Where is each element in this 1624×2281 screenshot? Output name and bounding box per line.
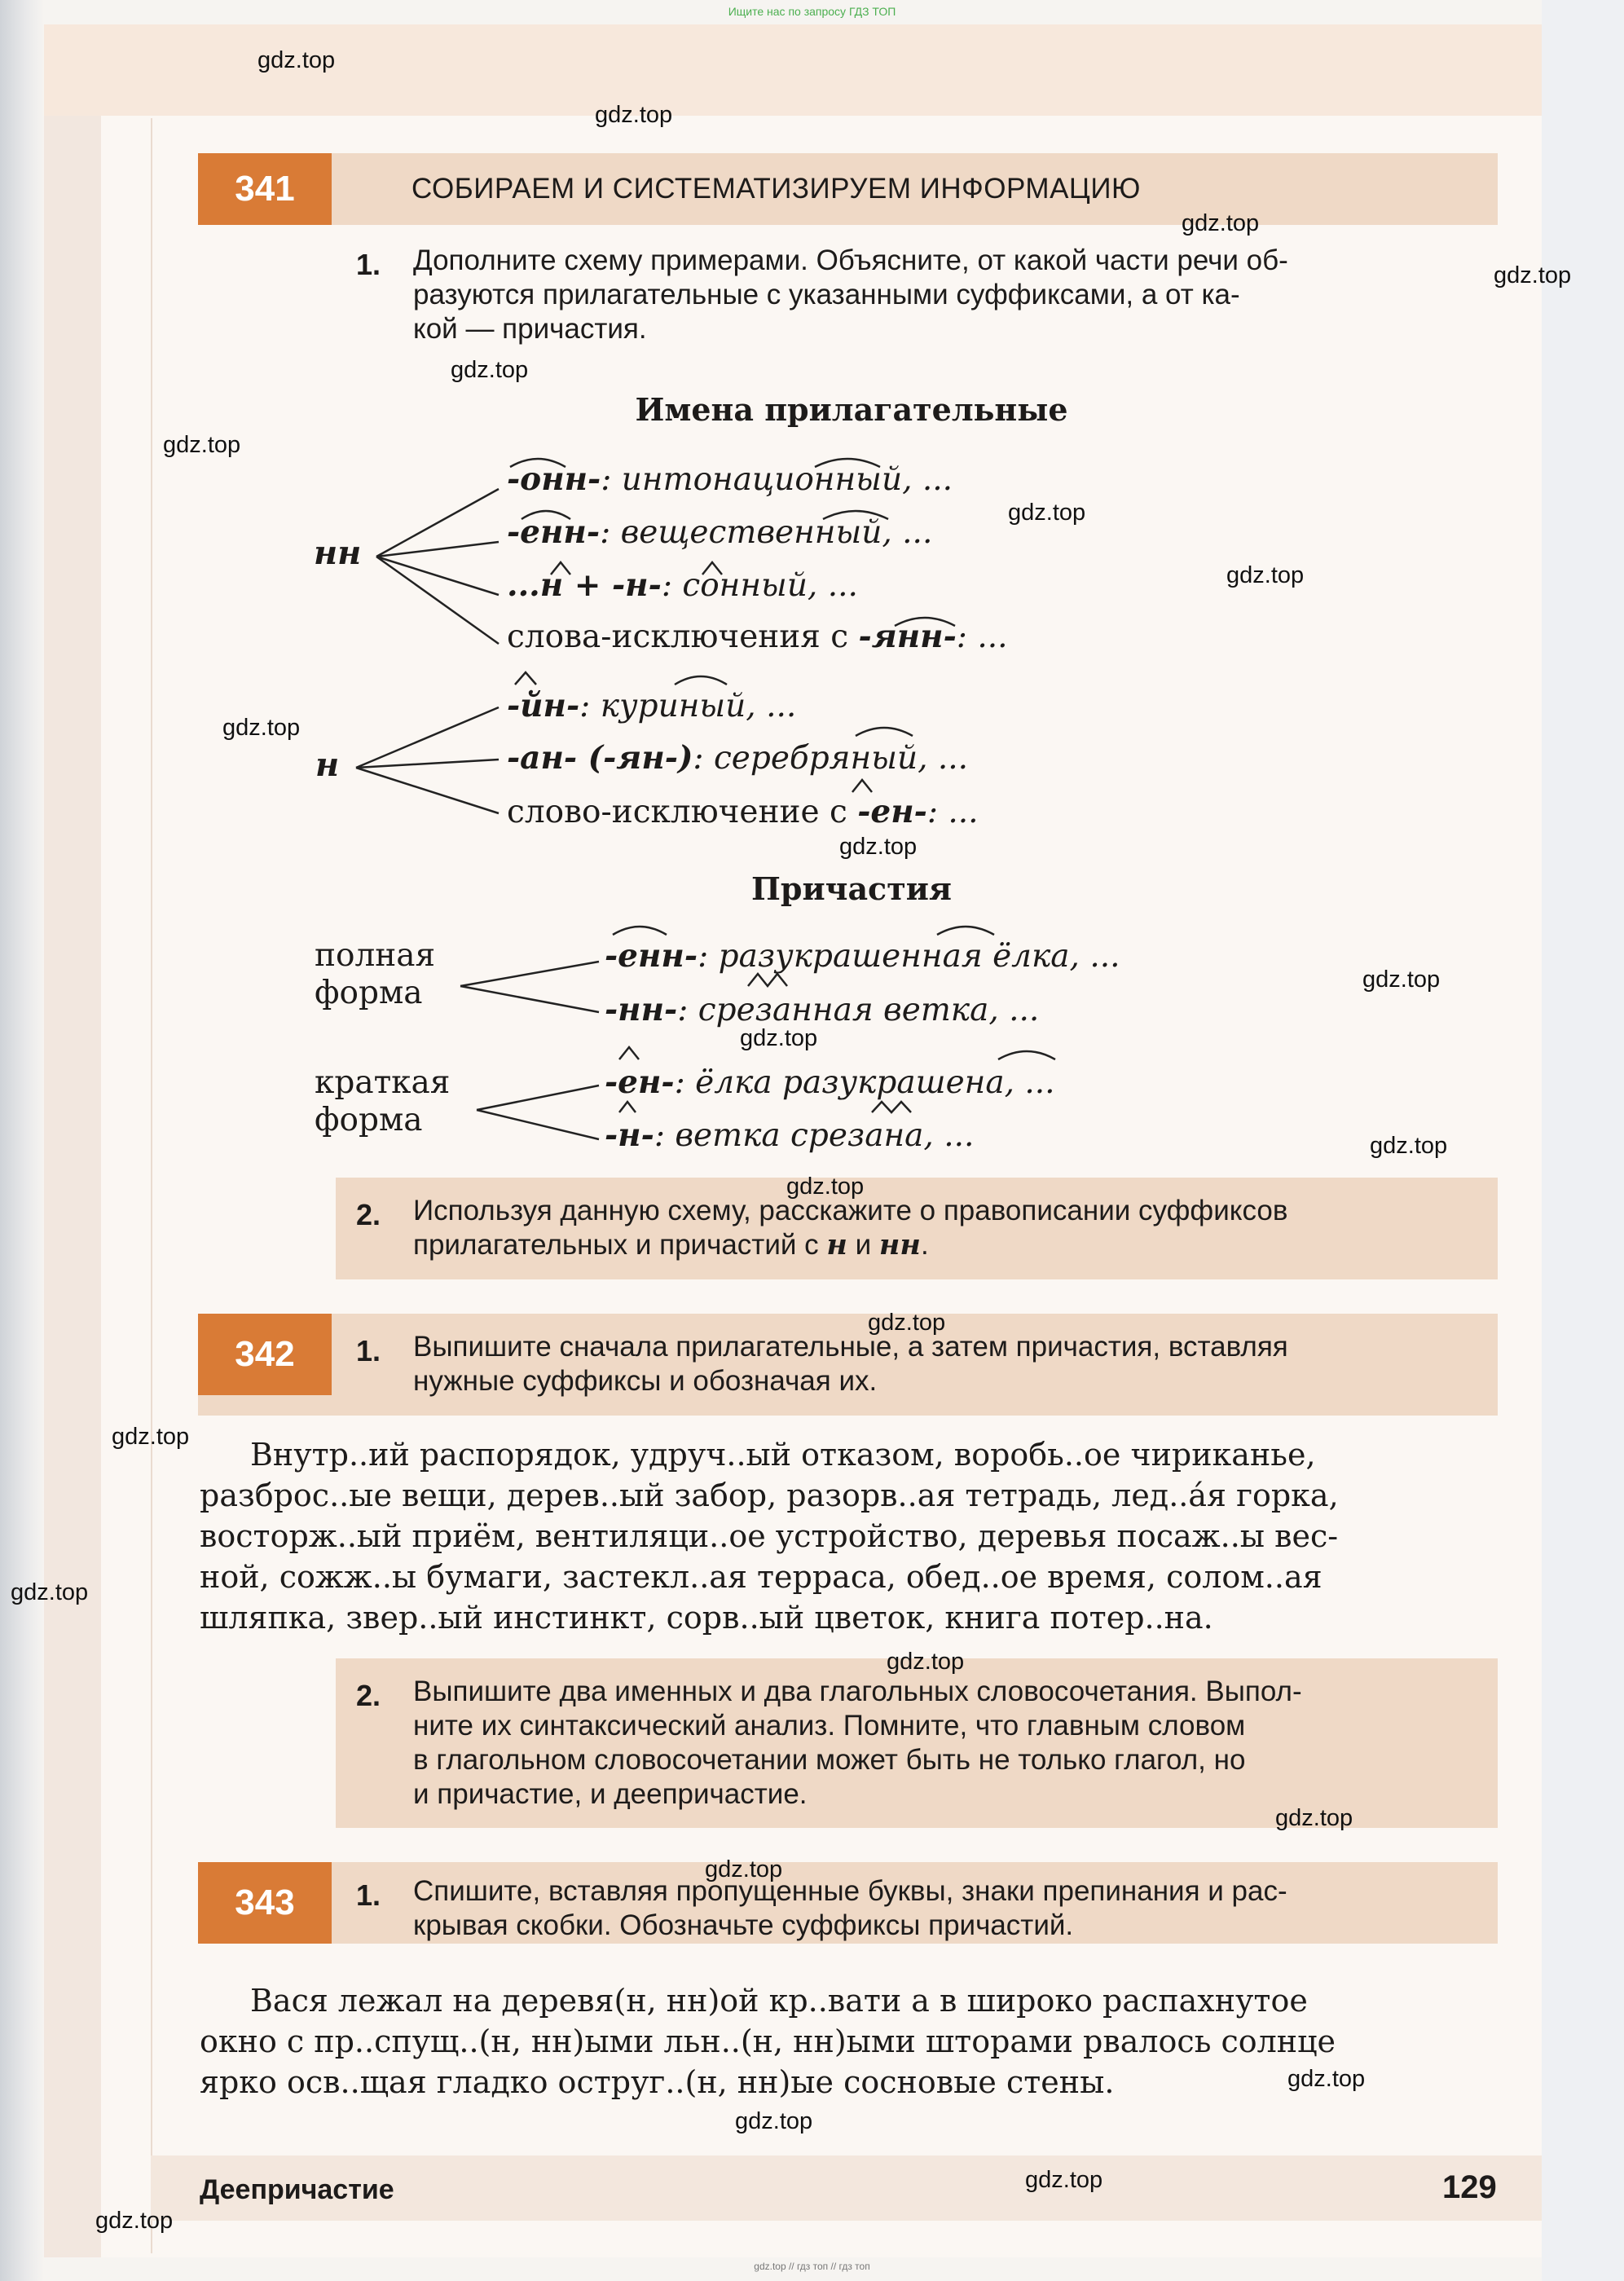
suffix: -енн-: [605, 937, 698, 975]
watermark: gdz.top: [786, 1174, 865, 1200]
text-line: в глагольном словосочетании может быть не только глагол, но: [413, 1744, 1246, 1776]
text-line: Используя данную схему, расскажите о правописании суффиксов: [413, 1195, 1288, 1226]
nn-item-3: [507, 566, 858, 604]
text-line: разброс..ые вещи, дерев..ый забор, разорв..ая тетрадь, лед..а́я горка,: [200, 1477, 1339, 1513]
suffix: -янн-: [858, 618, 957, 655]
watermark: gdz.top: [705, 1856, 783, 1882]
ex341-number: 341: [198, 153, 332, 225]
header-note: Ищите нас по запросу ГДЗ ТОП: [728, 5, 896, 18]
watermark: gdz.top: [257, 47, 336, 73]
label-line: краткая: [315, 1064, 451, 1101]
text-line: нужные суффиксы и обозначая их.: [413, 1365, 878, 1397]
watermark: gdz.top: [1008, 500, 1086, 526]
label-line: форма: [315, 1102, 423, 1138]
prefix: слова-исключения с: [507, 619, 859, 655]
n-letter: н: [826, 1228, 847, 1262]
ex343-task1-text: [413, 1874, 1489, 1943]
root-arc: [998, 1051, 1055, 1059]
example: : ...: [956, 619, 1008, 655]
scheme-branch: [376, 557, 499, 644]
scheme-branch: [376, 489, 499, 557]
watermark: gdz.top: [1025, 2167, 1103, 2193]
root-arc: [675, 676, 727, 685]
n-item-2: [507, 739, 968, 777]
suffix-arc: [872, 1102, 911, 1112]
watermark: gdz.top: [1370, 1133, 1448, 1159]
ex342-task2-text: [413, 1675, 1489, 1812]
full-item-2: [605, 991, 1039, 1028]
example: : срезанная ветка, ...: [677, 992, 1040, 1028]
text-line: Вася лежал на деревя(н, нн)ой кр..вати а в широко распахнутое: [250, 1983, 1308, 2019]
text-line: разуются прилагательные с указанными суффиксами, а от ка-: [413, 279, 1240, 310]
label-line: форма: [315, 975, 423, 1011]
n-item-3: [507, 793, 979, 830]
ex341-task1-number: 1.: [356, 248, 381, 281]
nn-item-2: [507, 513, 932, 551]
ex342-task1-text: [413, 1330, 1489, 1398]
short-item-2: [605, 1116, 974, 1154]
text-fragment: прилагательных и причастий с: [413, 1229, 827, 1261]
example: : разукрашенная ёлка, ...: [698, 938, 1120, 975]
nn-label: нн: [314, 534, 362, 572]
short-item-1: [605, 1063, 1055, 1101]
watermark: gdz.top: [735, 2108, 813, 2134]
text-line: ной, сожж..ы бумаги, застекл..ая терраса, обед..ое время, солом..ая: [200, 1559, 1323, 1595]
watermark: gdz.top: [112, 1424, 190, 1450]
suffix: ...н + -н-: [507, 566, 662, 604]
text-line: [413, 1228, 1489, 1262]
n-label: н: [315, 746, 340, 784]
text-line: шляпка, звер..ый инстинкт, сорв..ый цветок, книга потер..на.: [200, 1600, 1213, 1636]
watermark: gdz.top: [1275, 1805, 1353, 1831]
text-line: и причастие, и деепричастие.: [413, 1778, 808, 1810]
suffix-arc: [613, 927, 667, 935]
suffix: -ен-: [605, 1063, 675, 1101]
example: : ...: [926, 794, 979, 830]
scheme-branch: [356, 768, 499, 813]
nn-item-1: [507, 460, 953, 498]
ex342-task2-number: 2.: [356, 1679, 381, 1712]
text-line: ните их синтаксический анализ. Помните, что главным словом: [413, 1710, 1246, 1742]
footer-note: gdz.top // гдз топ // гдз топ: [754, 2261, 870, 2272]
text-line: Выпишите сначала прилагательные, а затем причастия, вставляя: [413, 1331, 1288, 1363]
suffix: -н-: [605, 1116, 654, 1154]
nn-letters: нн: [878, 1228, 921, 1262]
watermark: gdz.top: [595, 102, 673, 128]
adjectives-heading: Имена прилагательные: [635, 391, 1068, 428]
watermark: gdz.top: [222, 715, 301, 741]
footer-section: Деепричастие: [200, 2174, 394, 2205]
text-fragment: .: [920, 1229, 929, 1261]
text-line: Выпишите два именных и два глагольных словосочетания. Выпол-: [413, 1676, 1302, 1707]
watermark: gdz.top: [163, 432, 241, 458]
suffix-arc: [515, 672, 536, 685]
full-form-label: [315, 937, 435, 1012]
ex343-number: 343: [198, 1862, 332, 1944]
watermark: gdz.top: [1287, 2066, 1366, 2092]
ex341-task2-text: [413, 1194, 1489, 1262]
watermark: gdz.top: [887, 1649, 965, 1675]
ex343-task1-number: 1.: [356, 1878, 381, 1912]
example: : сонный, ...: [661, 567, 858, 604]
example: : ветка срезана, ...: [654, 1117, 975, 1154]
watermark: gdz.top: [1362, 967, 1441, 993]
short-form-label: [315, 1064, 450, 1139]
ex342-number: 342: [198, 1314, 332, 1395]
scheme-branch: [477, 1110, 599, 1139]
n-item-1: [507, 687, 796, 724]
nn-item-4: [507, 618, 1008, 655]
ex341-task2-number: 2.: [356, 1198, 381, 1231]
watermark: gdz.top: [11, 1579, 89, 1605]
watermark: gdz.top: [1226, 562, 1305, 588]
suffix-arc: [619, 1102, 636, 1112]
scheme-branch: [460, 986, 599, 1012]
participles-heading: Причастия: [750, 870, 953, 907]
example: : вещественный, ...: [600, 514, 933, 551]
watermark: gdz.top: [95, 2208, 174, 2234]
text-line: кой — причастия.: [413, 313, 647, 345]
text-line: ярко осв..щая гладко оструг..(н, нн)ые сосновые стены.: [200, 2064, 1115, 2100]
suffix-arc: [852, 780, 872, 792]
watermark: gdz.top: [1182, 210, 1260, 236]
prefix: слово-исключение с: [507, 794, 858, 830]
scheme-branch: [356, 707, 499, 768]
suffix-arc: [748, 974, 787, 986]
text-line: восторж..ый приём, вентиляци..ое устройство, деревья посаж..ы вес-: [200, 1518, 1339, 1554]
suffix: -ан- (-ян-): [507, 739, 693, 777]
ex341-title: СОБИРАЕМ И СИСТЕМАТИЗИРУЕМ ИНФОРМАЦИЮ: [412, 173, 1141, 205]
suffix: -енн-: [507, 513, 601, 551]
scheme-branch: [477, 1085, 599, 1110]
text-line: Дополните схему примерами. Объясните, от какой части речи об-: [413, 244, 1288, 276]
text-line: окно с пр..спущ..(н, нн)ыми льн..(н, нн)ыми шторами рвалось солнце: [200, 2023, 1336, 2059]
text-line: Внутр..ий распорядок, удруч..ый отказом, воробь..ое чириканье,: [250, 1437, 1316, 1473]
suffix: -нн-: [605, 991, 678, 1028]
watermark: gdz.top: [740, 1025, 818, 1051]
scheme-branch: [376, 557, 499, 595]
scheme-branch: [356, 760, 499, 768]
label-line: полная: [315, 937, 436, 974]
page-number: 129: [1442, 2169, 1497, 2205]
example: : интонационный, ...: [601, 461, 953, 498]
text-fragment: и: [847, 1229, 879, 1261]
text-line: Спишите, вставляя пропущенные буквы, знаки препинания и рас-: [413, 1875, 1287, 1907]
example: : серебряный, ...: [693, 740, 969, 777]
suffix: -йн-: [507, 687, 580, 724]
suffix-arc: [619, 1047, 639, 1059]
example: : ёлка разукрашена, ...: [674, 1064, 1055, 1101]
suffix: -ен-: [857, 793, 927, 830]
text-line: крывая скобки. Обозначьте суффиксы причастий.: [413, 1909, 1074, 1941]
watermark: gdz.top: [451, 357, 529, 383]
ex342-exercise-text: [200, 1434, 1503, 1638]
watermark: gdz.top: [1494, 262, 1572, 288]
scheme-branch: [376, 542, 499, 557]
suffix: -онн-: [507, 460, 601, 498]
ex342-task1-number: 1.: [356, 1334, 381, 1367]
watermark: gdz.top: [839, 834, 918, 860]
full-item-1: [605, 937, 1120, 975]
example: : куриный, ...: [579, 688, 797, 724]
suffix-arc: [856, 728, 913, 736]
root-arc: [937, 927, 994, 935]
scheme-branch: [460, 962, 599, 986]
watermark: gdz.top: [868, 1310, 946, 1336]
